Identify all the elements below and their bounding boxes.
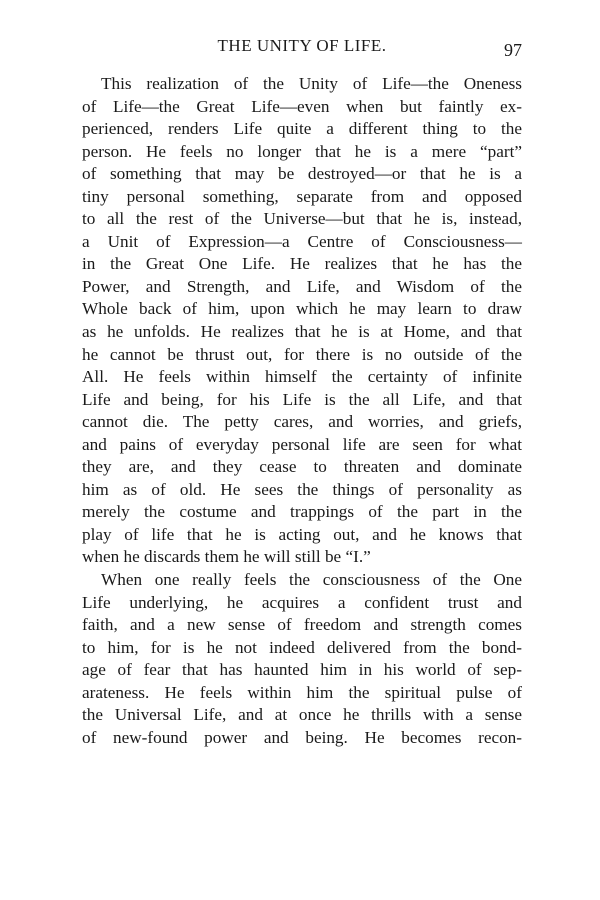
page-body <box>82 73 522 749</box>
page-header <box>82 36 522 60</box>
text-line: faith, and a new sense of freedom and strength comes <box>82 615 522 635</box>
text-line: to all the rest of the Universe—but that he is, instead, <box>82 209 522 229</box>
text-line: the Universal Life, and at once he thrills with a sense <box>82 705 522 725</box>
text-line: All. He feels within himself the certainty of infinite <box>82 367 522 387</box>
page-number: 97 <box>504 40 522 60</box>
text-line: Power, and Strength, and Life, and Wisdom of the <box>82 276 522 296</box>
paragraph <box>82 569 522 749</box>
text-line: to him, for is he not indeed delivered from the bond- <box>82 637 522 657</box>
text-line: Whole back of him, upon which he may learn to draw <box>82 299 522 319</box>
text-line: when he discards them he will still be “I.” <box>82 547 371 567</box>
text-line: a Unit of Expression—a Centre of Consciousness— <box>82 231 522 251</box>
text-line: This realization of the Unity of Life—the Oneness <box>101 74 522 93</box>
text-line: merely the costume and trappings of the part in the <box>82 502 522 522</box>
text-line: Life underlying, he acquires a confident trust and <box>82 592 522 612</box>
text-line: in the Great One Life. He realizes that he has the <box>82 254 522 274</box>
text-line: arateness. He feels within him the spiritual pulse of <box>82 682 522 702</box>
text-line: cannot die. The petty cares, and worries, and griefs, <box>82 412 522 432</box>
text-line: perienced, renders Life quite a different thing to the <box>82 119 522 139</box>
text-line: he cannot be thrust out, for there is no outside of the <box>82 344 522 364</box>
text-line: age of fear that has haunted him in his world of sep- <box>82 660 522 680</box>
text-line: When one really feels the consciousness of the One <box>101 570 522 590</box>
text-line: of new-found power and being. He becomes recon- <box>82 727 522 747</box>
text-line: as he unfolds. He realizes that he is at Home, and that <box>82 322 522 342</box>
text-line: tiny personal something, separate from and opposed <box>82 186 522 206</box>
text-line: of Life—the Great Life—even when but faintly ex- <box>82 96 522 116</box>
paragraph <box>82 73 522 569</box>
text-line: Life and being, for his Life is the all Life, and that <box>82 389 522 409</box>
text-line: person. He feels no longer that he is a mere “part” <box>82 141 522 161</box>
running-title: THE UNITY OF LIFE. <box>217 36 387 55</box>
text-line: of something that may be destroyed—or that he is a <box>82 164 522 184</box>
text-line: they are, and they cease to threaten and dominate <box>82 457 522 477</box>
text-line: him as of old. He sees the things of personality as <box>82 479 522 499</box>
text-line: play of life that he is acting out, and he knows that <box>82 524 522 544</box>
text-line: and pains of everyday personal life are seen for what <box>82 434 522 454</box>
